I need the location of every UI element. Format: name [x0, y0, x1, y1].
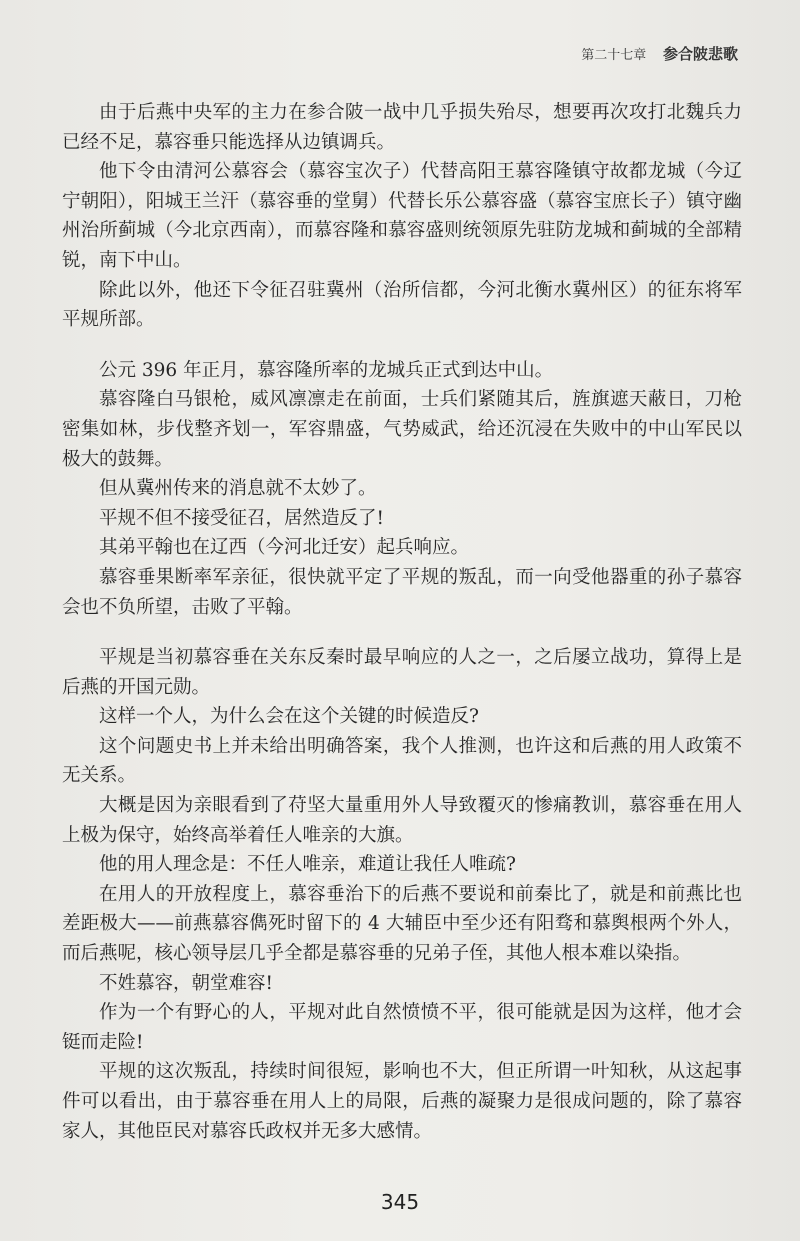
paragraph: 大概是因为亲眼看到了苻坚大量重用外人导致覆灭的惨痛教训，慕容垂在用人上极为保守，始终高举着任人唯亲的大旗。	[62, 795, 742, 846]
body-text	[62, 98, 742, 1146]
paragraph: 平规的这次叛乱，持续时间很短，影响也不大，但正所谓一叶知秋，从这起事件可以看出，由于慕容垂在用人上的局限，后燕的凝聚力是很成问题的，除了慕容家人，其他臣民对慕容氏政权并无多大感情。	[62, 1061, 742, 1142]
chapter-number: 第二十七章	[581, 48, 647, 63]
paragraph: 平规不但不接受征召，居然造反了!	[99, 507, 384, 529]
paragraph: 平规是当初慕容垂在关东反秦时最早响应的人之一，之后屡立战功，算得上是后燕的开国元勋。	[62, 647, 742, 698]
page-number: 345	[380, 1190, 420, 1214]
paragraph: 其弟平翰也在辽西（今河北迁安）起兵响应。	[99, 537, 470, 559]
paragraph: 慕容隆白马银枪，威风凛凛走在前面，士兵们紧随其后，旌旗遮天蔽日，刀枪密集如林，步伐整齐划一，军容鼎盛，气势威武，给还沉浸在失败中的中山军民以极大的鼓舞。	[62, 389, 742, 470]
paragraph: 他的用人理念是：不任人唯亲，难道让我任人唯疏?	[99, 854, 516, 876]
paragraph: 公元 396 年正月，慕容隆所率的龙城兵正式到达中山。	[99, 359, 554, 381]
paragraph: 但从冀州传来的消息就不太妙了。	[99, 478, 377, 500]
paragraph: 这个问题史书上并未给出明确答案，我个人推测，也许这和后燕的用人政策不无关系。	[62, 735, 742, 787]
paragraph: 在用人的开放程度上，慕容垂治下的后燕不要说和前秦比了，就是和前燕比也差距极大——前燕慕容儁死时留下的 4 大辅臣中至少还有阳骛和慕舆根两个外人，而后燕呢，核心领导层几乎全都是慕容垂的兄弟子侄，其他人根本难以染指。	[62, 883, 742, 965]
paragraph: 这样一个人，为什么会在这个关键的时候造反?	[99, 706, 479, 728]
paragraph: 不姓慕容，朝堂难容!	[99, 972, 273, 994]
paragraph: 他下令由清河公慕容会（慕容宝次子）代替高阳王慕容隆镇守故都龙城（今辽宁朝阳），阳城王兰汗（慕容垂的堂舅）代替长乐公慕容盛（慕容宝庶长子）镇守幽州治所蓟城（今北京西南），而慕容隆和慕容盛则统领原先驻防龙城和蓟城的全部精锐，南下中山。	[62, 161, 742, 271]
paragraph: 作为一个有野心的人，平规对此自然愤愤不平，很可能就是因为这样，他才会铤而走险!	[62, 1002, 742, 1053]
paragraph: 除此以外，他还下令征召驻冀州（治所信都，今河北衡水冀州区）的征东将军平规所部。	[62, 279, 742, 331]
chapter-title: 参合陂悲歌	[662, 45, 738, 63]
running-header	[581, 43, 738, 64]
paragraph: 由于后燕中央军的主力在参合陂一战中几乎损失殆尽，想要再次攻打北魏兵力已经不足，慕容垂只能选择从边镇调兵。	[62, 102, 742, 153]
paragraph: 慕容垂果断率军亲征，很快就平定了平规的叛乱，而一向受他器重的孙子慕容会也不负所望，击败了平翰。	[62, 566, 742, 618]
